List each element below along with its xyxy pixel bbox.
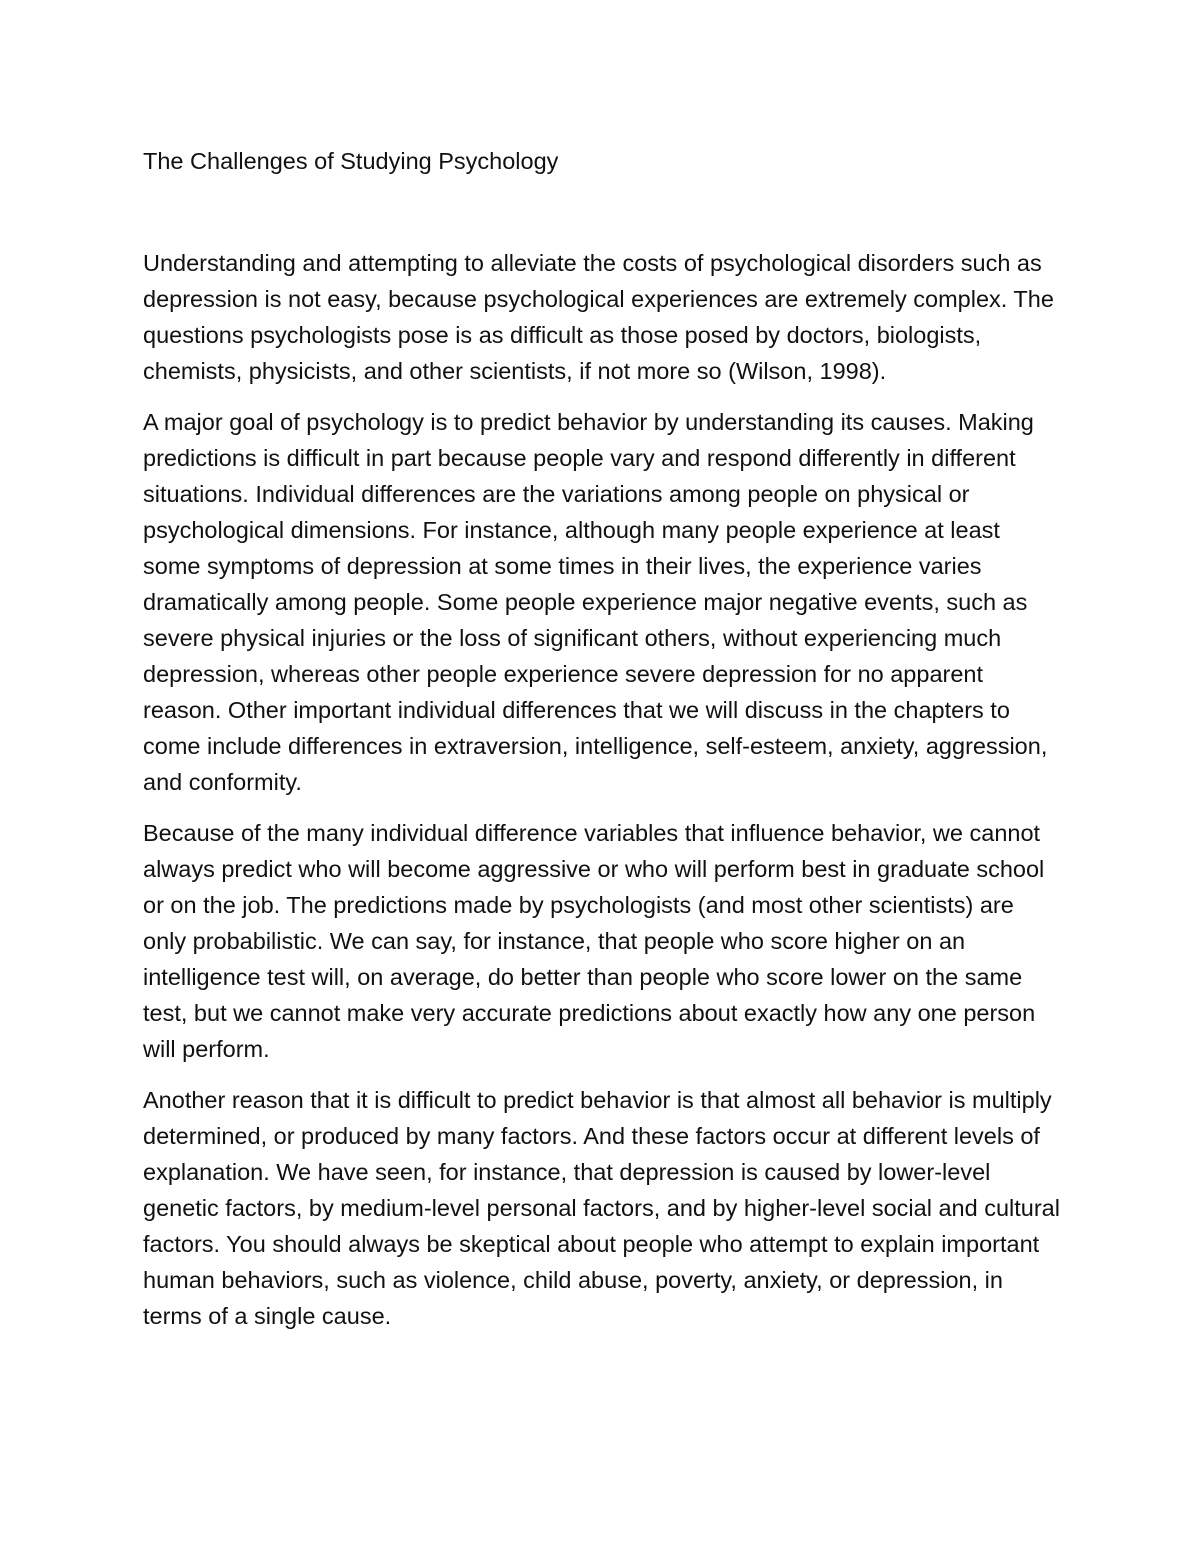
- document-title: The Challenges of Studying Psychology: [143, 148, 559, 174]
- paragraph-4: Another reason that it is difficult to predict behavior is that almost all behavior is multiply determined, or produced by many factors. And these factors occur at different levels of explanation. We have seen, for instance, that depression is caused by lower-level genetic factors, by medium-level personal factors, and by higher-level social and cultural factors. You should always be skeptical about people who attempt to explain important human behaviors, such as violence, child abuse, poverty, anxiety, or depression, in terms of a single cause.: [143, 1087, 1060, 1329]
- paragraph-1: Understanding and attempting to alleviate the costs of psychological disorders such as depression is not easy, because psychological experiences are extremely complex. The questions psychologists pose is as difficult as those posed by doctors, biologists, chemists, physicists, and other scientists, if not more so (Wilson, 1998).: [143, 250, 1054, 384]
- paragraph-3: Because of the many individual difference variables that influence behavior, we cannot always predict who will become aggressive or who will perform best in graduate school or on the job. The predictions made by psychologists (and most other scientists) are only probabilistic. We can say, for instance, that people who score higher on an intelligence test will, on average, do better than people who score lower on the same test, but we cannot make very accurate predictions about exactly how any one person will perform.: [143, 820, 1045, 1062]
- paragraph-2: A major goal of psychology is to predict behavior by understanding its causes. Making predictions is difficult in part because people vary and respond differently in different situations. Individual differences are the variations among people on physical or psychological dimensions. For instance, although many people experience at least some symptoms of depression at some times in their lives, the experience varies dramatically among people. Some people experience major negative events, such as severe physical injuries or the loss of significant others, without experiencing much depression, whereas other people experience severe depression for no apparent reason. Other important individual differences that we will discuss in the chapters to come include differences in extraversion, intelligence, self-esteem, anxiety, aggression, and conformity.: [143, 409, 1048, 795]
- document-body: [143, 143, 1061, 1349]
